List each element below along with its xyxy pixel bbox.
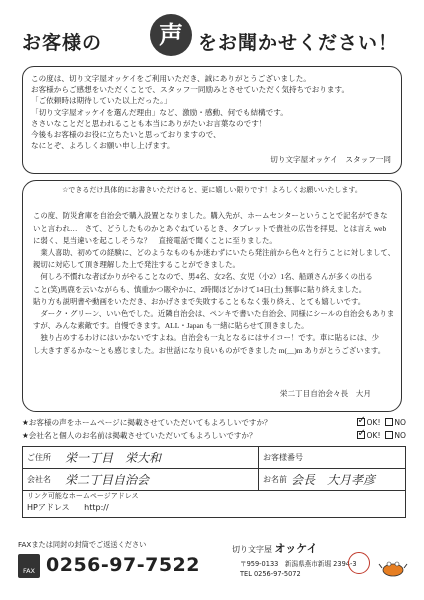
consent-web-no-checkbox[interactable] [385,418,393,426]
voice-line: 独り占めするわけにはいかないですよね。自治会も一丸となるにはサイコー！です。車に貼るには、少 [33,333,379,343]
consent-name-no-checkbox[interactable] [385,431,393,439]
shop-name [232,540,317,556]
customer-info-form [22,446,406,518]
form-row-company [23,469,405,491]
shop-brand: オッケイ [274,542,318,555]
consent-name-ok-checkbox[interactable] [357,431,365,439]
consent-question-web: ★お客様の声をホームページに掲載させていただいてもよろしいですか？ [22,418,272,427]
voice-line: この度、防災倉庫を自治会で購入設置となりました。購入先が、ホームセンターということで記名ができな [33,211,388,221]
voice-line: すが、みんな素敵です。自慢できます。ALL・Japan も一緒に貼らせて頂きました。 [33,321,309,331]
intro-signature: 切り文字屋オッケイ スタッフ一同 [270,154,391,164]
consent-web-ok-checkbox[interactable] [357,418,365,426]
consent-web-ok-label: OK! [366,418,381,427]
name-field[interactable]: 会長 大月孝彦 [291,473,376,487]
homepage-label: HPアドレス [27,503,70,512]
name-cell [259,469,405,490]
company-field[interactable]: 栄二丁目自治会 [65,473,150,487]
name-label: お名前 [263,475,287,484]
voice-line: し大きすぎるかな～とも感じました。お世話になり良いものができました m(__)m ありがとうございます。 [33,345,386,355]
consent-name-ok-label: OK! [366,431,381,440]
intro-line: 「ご依頼時は期待していた以上だった。」 [31,96,172,106]
consent-name-no-label: NO [394,431,406,440]
voice-line: に弱く、見当違いを起こしそうな？ 直接電話で聞くことに至りました。 [33,235,277,245]
voice-handwritten-body [33,210,395,356]
voice-circle-emblem: 声 [150,14,192,56]
form-row-homepage [23,491,405,517]
intro-line: 今後もお客様のお役に立ちたいと思っておりますので、 [31,130,221,140]
intro-line: ささいなことだと思われることも本当にありがたいお言葉なのです！ [31,118,267,128]
voice-line: ダーク・グリーン、いい色でした。近隣自治会は、ペンキで書いた自治会、同様にシールの自治会もありま [33,309,395,319]
voice-line: こと(笑)馬鹿を云いながらも、慎重かつ賑やかに、2時間ほどかけて14日(土) 無事に貼り終えました。 [33,284,367,294]
fax-icon [18,554,40,578]
title-prefix: お客様の [22,32,103,54]
intro-line: お客様からご感想をいただくことで、スタッフ一同励みとさせていただく気持ちでおります。 [31,85,350,95]
page-header [10,10,414,62]
shop-telephone: TEL 0256-97-5072 [240,570,301,578]
fax-badge-label: FAX [22,567,36,575]
homepage-link-note: リンク可能なホームページアドレス [27,492,139,500]
voice-signature: 栄二丁目自治会々長 大月 [279,388,371,398]
address-cell [23,447,259,468]
page-footer [18,540,414,596]
voice-line: 貼り方も説明書や動画をいただき、おかげさまで失敗することもなく張り終え、とても嬉しいです。 [33,296,366,306]
homepage-field[interactable]: http:// [84,503,109,512]
company-cell [23,469,259,490]
voice-line: いと言われ… さて、どうしたものかとあぐねているとき、タブレットで貴社の広告を拝見、とは言え web [33,223,387,233]
customer-voice-box [22,180,402,412]
intro-message-box [22,66,402,174]
voice-line: 業人喜助、初めての経験に、どのようなものもか迷わずにいたら発注前から色々と行うことに対しまして、 [33,248,395,258]
company-label: 会社名 [27,475,51,484]
consent-question-name: ★会社名と個人のお名前は掲載させていただいてもよろしいですか？ [22,431,257,440]
crab-mascot-icon [378,556,408,578]
address-field[interactable]: 栄一丁目 栄大和 [65,451,162,465]
voice-line: 何しろ不慣れな者ばかりがやることなので、男4名、女2名、女児（小2）1名、船頭さんが多くの出る [33,272,373,282]
consent-row-web [22,416,406,429]
consent-row-name [22,429,406,442]
homepage-line [23,502,405,513]
title-suffix: をお聞かせください！ [198,32,399,54]
customer-number-cell [259,447,405,468]
consent-section [22,416,406,442]
voice-line: 親切に対応して頂き理解した上で発注することができました。 [33,260,240,270]
hanko-stamp-icon [348,552,370,574]
consent-options-name [357,429,406,442]
intro-line: この度は、切り文字屋オッケイをご利用いただき、誠にありがとうございました。 [31,74,311,83]
form-row-address [23,447,405,469]
shop-address: 〒959-0133 新潟県燕市新堀 2394-3 [240,560,357,568]
fax-number: 0256-97-7522 [46,554,200,576]
consent-web-no-label: NO [394,418,406,427]
address-label: ご住所 [27,453,51,462]
fax-instruction: FAXまたは同封の封筒でご返送ください [18,540,147,549]
voice-instruction: ☆できるだけ具体的にお書きいただけると、更に嬉しい限りです！よろしくお願いいたします。 [62,186,362,194]
homepage-cell [23,491,405,517]
customer-number-label: お客様番号 [263,453,303,462]
intro-line: 「切り文字屋オッケイを選んだ理由」など、激励・感動、何でも結構です。 [31,107,288,117]
shop-prefix: 切り文字屋 [232,545,272,554]
intro-line: なにとぞ、よろしくお願い申し上げます。 [31,141,175,151]
